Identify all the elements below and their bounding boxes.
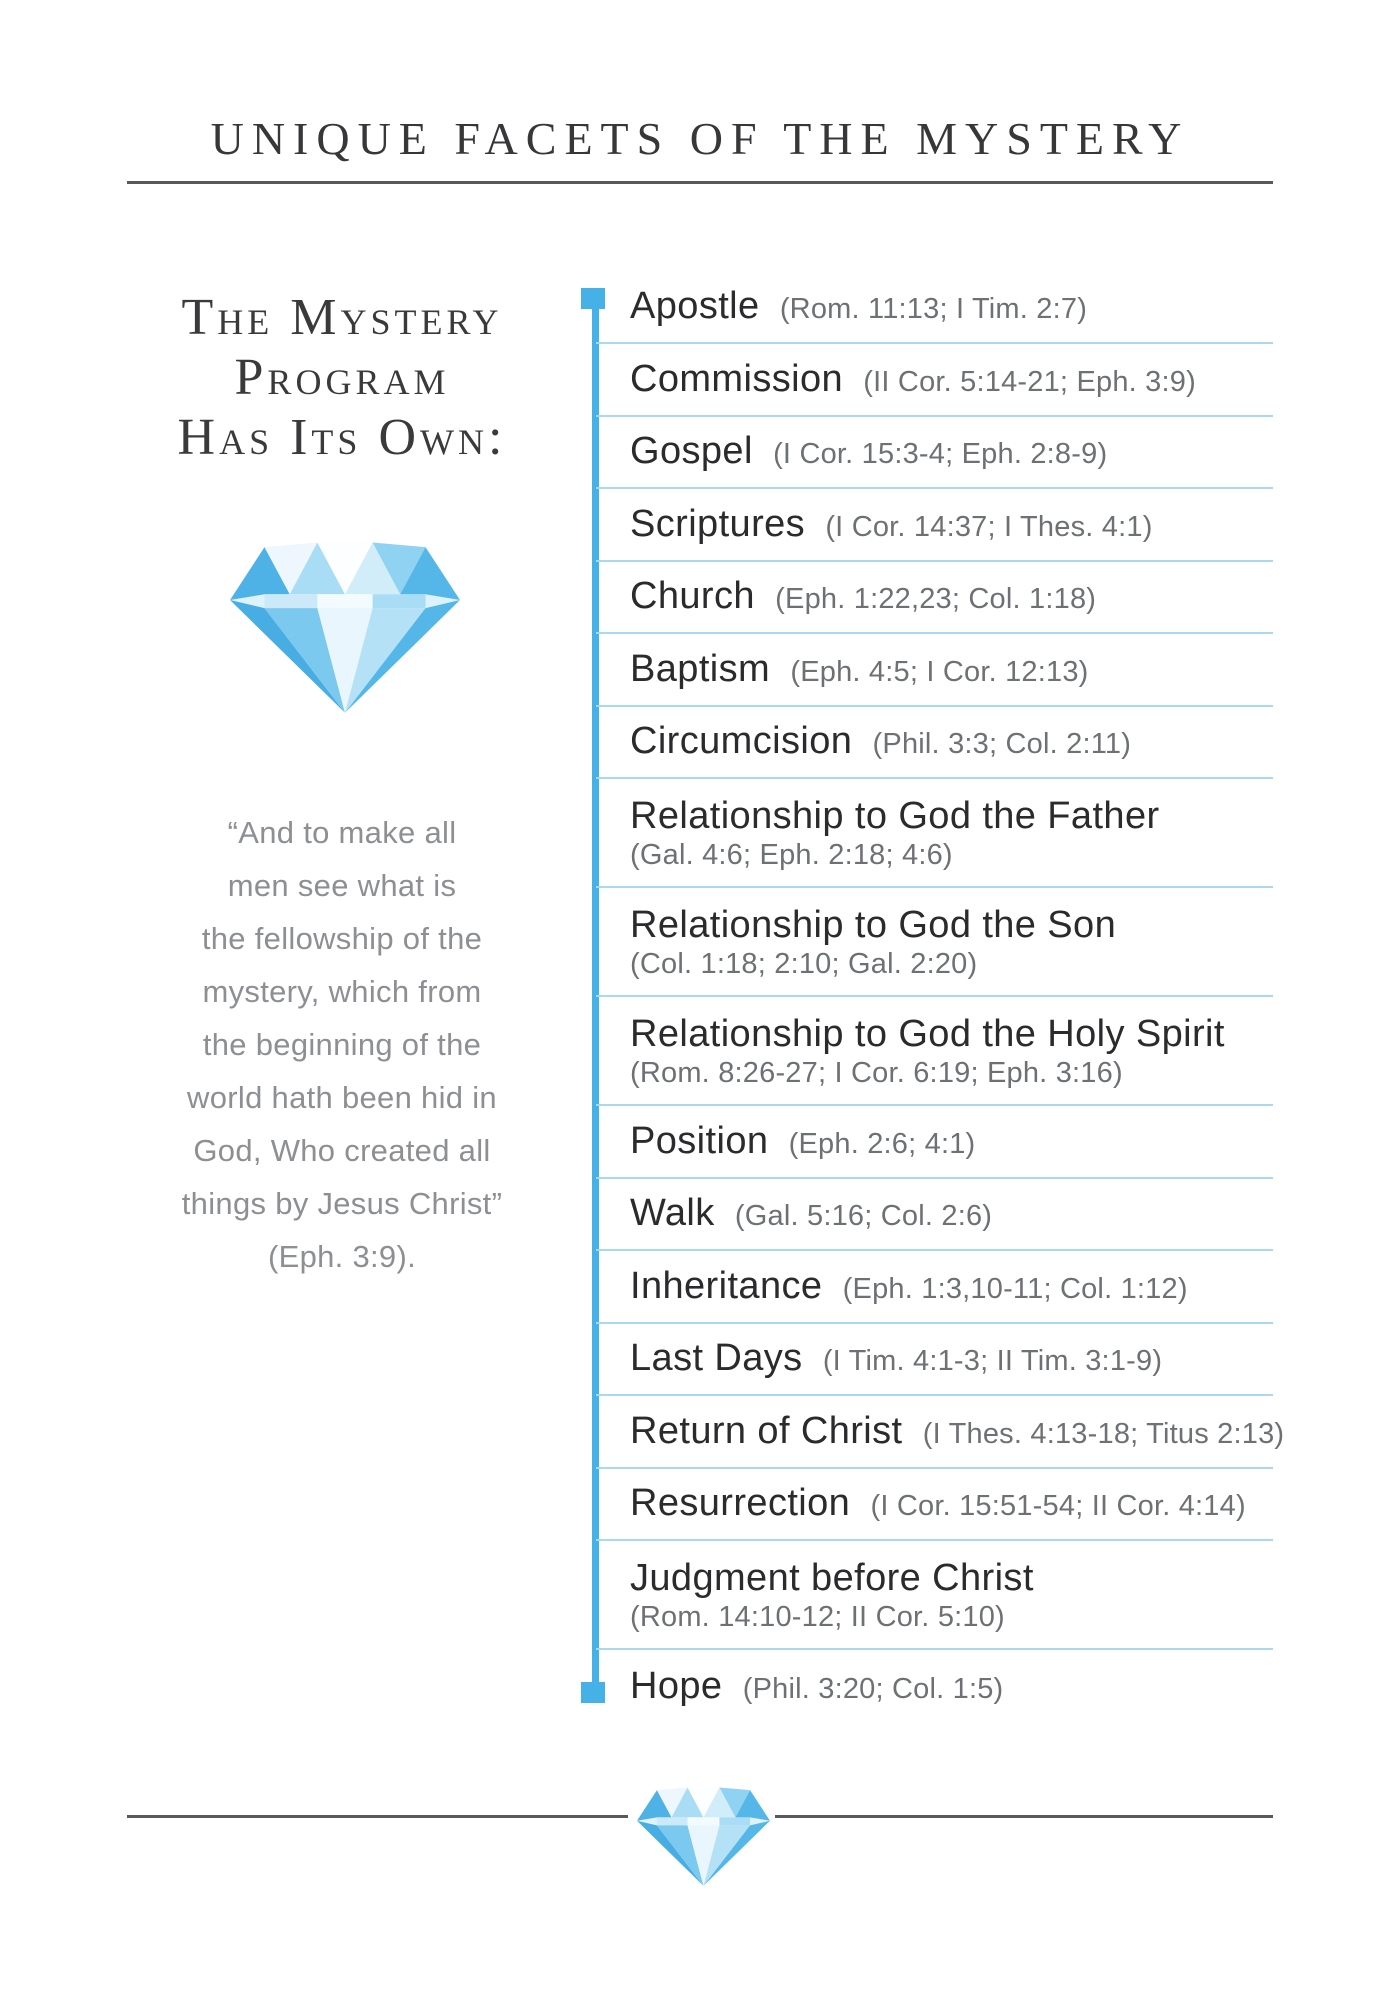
facet-title: Relationship to God the Father xyxy=(630,794,1160,837)
list-item xyxy=(596,1396,1285,1469)
diamond-gem-icon-footer xyxy=(637,1786,770,1886)
list-item-content xyxy=(630,1556,1273,1634)
facet-reference: (II Cor. 5:14-21; Eph. 3:9) xyxy=(855,365,1196,398)
list-item-content xyxy=(630,903,1273,981)
facet-reference: (Phil. 3:3; Col. 2:11) xyxy=(864,728,1132,761)
quote-line: world hath been hid in xyxy=(187,1080,497,1115)
list-item xyxy=(596,344,1273,417)
list-item-content xyxy=(630,1012,1273,1090)
quote-line: the fellowship of the xyxy=(201,921,483,956)
facet-reference: (Col. 1:18; 2:10; Gal. 2:20) xyxy=(630,947,978,980)
facet-title: Inheritance xyxy=(630,1264,823,1307)
left-heading-line: Has Its Own: xyxy=(177,409,507,466)
facet-title: Hope xyxy=(630,1665,723,1707)
list-item xyxy=(596,489,1273,562)
facet-title: Gospel xyxy=(630,430,753,473)
facet-reference: (Eph. 4:5; I Cor. 12:13) xyxy=(782,655,1089,688)
facet-reference: (Rom. 11:13; I Tim. 2:7) xyxy=(771,293,1088,325)
list-item-content xyxy=(630,794,1273,872)
facet-title: Walk xyxy=(630,1192,715,1235)
list-item xyxy=(596,997,1273,1106)
facet-reference: (I Cor. 15:51-54; II Cor. 4:14) xyxy=(862,1490,1246,1523)
facets-list xyxy=(596,271,1285,1723)
facet-reference: (I Thes. 4:13-18; Titus 2:13) xyxy=(914,1417,1285,1450)
list-item xyxy=(596,634,1273,707)
list-item-content xyxy=(630,1665,1273,1708)
list-item xyxy=(596,271,1273,344)
list-item xyxy=(596,562,1273,635)
list-item-content xyxy=(630,1337,1273,1380)
list-item-content xyxy=(630,1265,1273,1308)
list-item-content xyxy=(630,1409,1285,1453)
quote-line: the beginning of the xyxy=(202,1027,482,1062)
facet-title: Relationship to God the Son xyxy=(630,903,1117,946)
list-item xyxy=(596,1251,1273,1324)
facet-reference: (Rom. 8:26-27; I Cor. 6:19; Eph. 3:16) xyxy=(630,1056,1123,1089)
facet-title: Commission xyxy=(630,357,844,400)
list-item-content xyxy=(630,575,1273,618)
quote-line: (Eph. 3:9). xyxy=(267,1239,417,1274)
diamond-gem-icon xyxy=(230,540,460,713)
list-item xyxy=(596,1106,1273,1179)
list-item-content xyxy=(630,430,1273,473)
list-item xyxy=(596,1650,1273,1723)
list-item-content xyxy=(630,358,1273,401)
facet-reference: (Eph. 1:22,23; Col. 1:18) xyxy=(766,583,1097,616)
facet-reference: (Gal. 4:6; Eph. 2:18; 4:6) xyxy=(630,838,953,871)
left-heading-line: Program xyxy=(234,349,450,406)
header-rule xyxy=(127,181,1273,184)
list-item xyxy=(596,417,1273,490)
list-item-content xyxy=(630,285,1273,328)
quote-line: men see what is xyxy=(227,868,457,903)
facet-reference: (Eph. 1:3,10-11; Col. 1:12) xyxy=(834,1272,1188,1305)
list-item-content xyxy=(630,1120,1273,1163)
facet-title: Apostle xyxy=(630,285,760,327)
list-item-content xyxy=(630,503,1273,546)
list-item xyxy=(596,1324,1273,1397)
list-item xyxy=(596,1179,1273,1252)
list-item xyxy=(596,888,1273,997)
quote-line: “And to make all xyxy=(227,815,457,850)
facet-title: Return of Christ xyxy=(630,1409,903,1452)
list-item xyxy=(596,1541,1273,1650)
list-item-content xyxy=(630,1192,1273,1235)
facet-reference: (Phil. 3:20; Col. 1:5) xyxy=(734,1673,1004,1705)
page-title: UNIQUE FACETS OF THE MYSTERY xyxy=(210,113,1190,164)
quote-line: mystery, which from xyxy=(202,974,482,1009)
left-heading xyxy=(127,288,557,468)
facet-title: Last Days xyxy=(630,1337,803,1380)
list-item xyxy=(596,1469,1273,1542)
facet-title: Resurrection xyxy=(630,1482,851,1525)
list-item xyxy=(596,707,1273,780)
list-item-content xyxy=(630,720,1273,763)
facet-title: Scriptures xyxy=(630,502,806,545)
footer-rule-right xyxy=(775,1815,1273,1818)
facet-title: Judgment before Christ xyxy=(630,1556,1034,1599)
facet-title: Church xyxy=(630,575,755,618)
facet-title: Position xyxy=(630,1119,769,1162)
quote-line: God, Who created all xyxy=(193,1133,491,1168)
facet-reference: (Rom. 14:10-12; II Cor. 5:10) xyxy=(630,1600,1005,1633)
quote-line: things by Jesus Christ” xyxy=(181,1186,503,1221)
facet-title: Relationship to God the Holy Spirit xyxy=(630,1012,1225,1055)
facet-reference: (I Cor. 15:3-4; Eph. 2:8-9) xyxy=(764,438,1108,471)
list-item-content xyxy=(630,648,1273,691)
list-item-content xyxy=(630,1482,1273,1525)
scripture-quote xyxy=(127,806,557,1283)
facet-title: Baptism xyxy=(630,647,771,690)
facet-reference: (I Tim. 4:1-3; II Tim. 3:1-9) xyxy=(814,1345,1163,1378)
list-item xyxy=(596,779,1273,888)
left-heading-line: The Mystery xyxy=(181,289,503,346)
facet-reference: (I Cor. 14:37; I Thes. 4:1) xyxy=(817,510,1153,543)
footer-rule-left xyxy=(127,1815,628,1818)
facet-reference: (Eph. 2:6; 4:1) xyxy=(780,1127,976,1160)
facet-reference: (Gal. 5:16; Col. 2:6) xyxy=(726,1200,993,1233)
facet-title: Circumcision xyxy=(630,720,853,763)
